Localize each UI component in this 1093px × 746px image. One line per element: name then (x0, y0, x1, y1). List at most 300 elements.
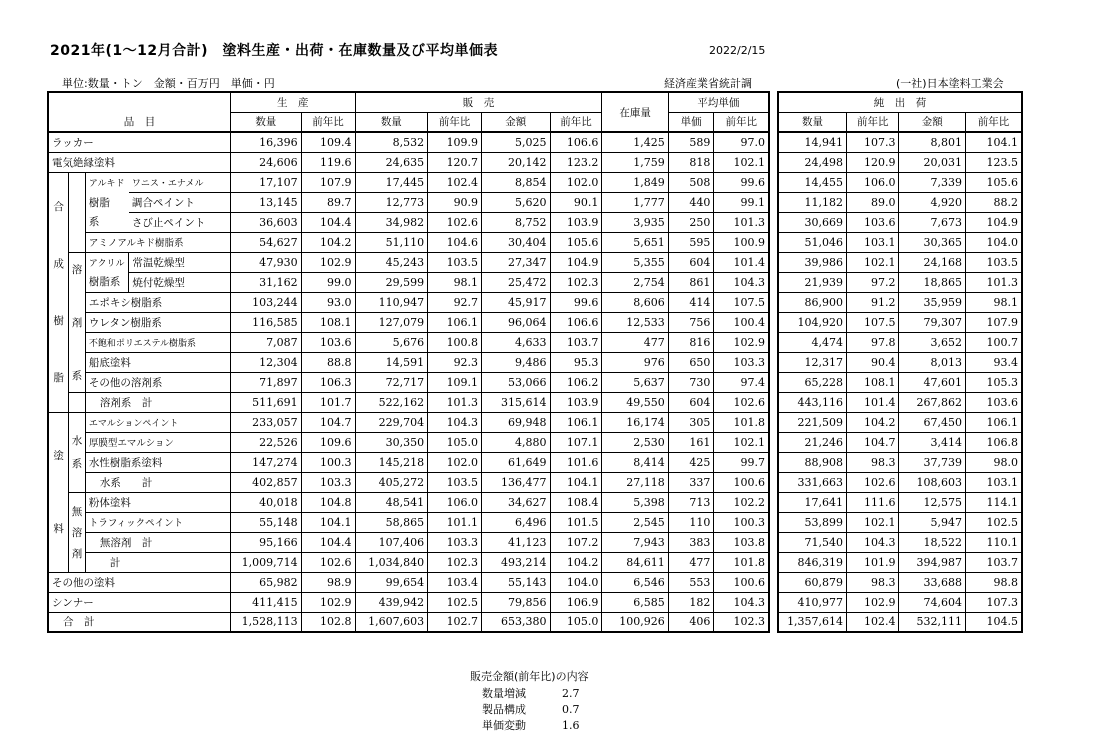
cell-amt-yoy: 106.1 (550, 412, 602, 432)
report-date: 2022/2/15 (709, 44, 766, 57)
cell-prod-yoy: 119.6 (301, 152, 355, 172)
blank-cell (69, 212, 86, 232)
cell-ex-amt: 267,862 (899, 392, 966, 412)
cell-ex-yoy: 102.9 (847, 592, 899, 612)
amt-yoy-header: 前年比 (550, 112, 602, 132)
cell-ex-amt: 47,601 (899, 372, 966, 392)
cell-sales-yoy: 105.0 (428, 432, 482, 452)
cell-sales-yoy: 101.3 (428, 392, 482, 412)
cell-ex-qty: 21,246 (778, 432, 847, 452)
row-label: その他の塗料 (48, 572, 231, 592)
cell-price-yoy: 99.7 (714, 452, 769, 472)
cell-inv: 2,754 (602, 272, 668, 292)
row-label: エマルションペイント (85, 412, 230, 432)
cell-price-yoy: 102.9 (714, 332, 769, 352)
cell-ex-amt-yoy: 103.6 (966, 392, 1023, 412)
group-char: 剤 (71, 316, 83, 329)
row-label: 調合ペイント (129, 192, 231, 212)
cell-inv: 12,533 (602, 312, 668, 332)
cell-sales-yoy: 102.3 (428, 552, 482, 572)
source-note: 経済産業省統計調 (664, 77, 752, 90)
cell-sales-yoy: 102.5 (428, 592, 482, 612)
export-row (778, 512, 1022, 532)
breakdown-row (482, 686, 612, 702)
cell-amt-yoy: 90.1 (550, 192, 602, 212)
cell-ex-yoy: 97.8 (847, 332, 899, 352)
cell-price-yoy: 101.8 (714, 552, 769, 572)
cell-ex-yoy: 89.0 (847, 192, 899, 212)
cell-sales-qty: 1,607,603 (355, 612, 428, 632)
cell-inv: 1,425 (602, 132, 668, 152)
cell-inv: 100,926 (602, 612, 668, 632)
export-row (778, 412, 1022, 432)
cell-prod-yoy: 100.3 (301, 452, 355, 472)
cell-ex-yoy: 106.0 (847, 172, 899, 192)
breakdown-value: 2.7 (562, 687, 580, 700)
cell-prod-qty: 411,415 (231, 592, 302, 612)
cell-ex-amt: 74,604 (899, 592, 966, 612)
cell-sales-yoy: 102.4 (428, 172, 482, 192)
group-water (69, 412, 86, 492)
cell-price: 414 (668, 292, 714, 312)
cell-amt-yoy: 105.6 (550, 232, 602, 252)
cell-sales-qty: 17,445 (355, 172, 428, 192)
cell-inv: 27,118 (602, 472, 668, 492)
cell-price: 508 (668, 172, 714, 192)
cell-sales-yoy: 120.7 (428, 152, 482, 172)
export-row (778, 532, 1022, 552)
cell-ex-amt-yoy: 104.0 (966, 232, 1023, 252)
ex-qty-header: 数量 (778, 112, 847, 132)
cell-price: 595 (668, 232, 714, 252)
cell-prod-qty: 17,107 (231, 172, 302, 192)
resin-label: 樹脂 (85, 192, 129, 212)
cell-ex-yoy: 98.3 (847, 452, 899, 472)
table-row (48, 232, 769, 252)
cell-sales-amt: 34,627 (482, 492, 550, 512)
cell-price-yoy: 102.3 (714, 612, 769, 632)
cell-sales-qty: 29,599 (355, 272, 428, 292)
cell-sales-amt: 96,064 (482, 312, 550, 332)
cell-ex-amt: 4,920 (899, 192, 966, 212)
cell-ex-qty: 60,879 (778, 572, 847, 592)
sales-amt-header: 金額 (482, 112, 550, 132)
cell-prod-yoy: 102.6 (301, 552, 355, 572)
cell-ex-amt-yoy: 102.5 (966, 512, 1023, 532)
cell-prod-yoy: 107.9 (301, 172, 355, 192)
cell-price-yoy: 103.3 (714, 352, 769, 372)
cell-sales-amt: 8,752 (482, 212, 550, 232)
cell-ex-amt-yoy: 103.5 (966, 252, 1023, 272)
table-row (48, 552, 769, 572)
cell-ex-yoy: 108.1 (847, 372, 899, 392)
table-row (48, 152, 769, 172)
blank-cell (69, 172, 86, 192)
cell-inv: 16,174 (602, 412, 668, 432)
cell-inv: 8,606 (602, 292, 668, 312)
cell-inv: 1,849 (602, 172, 668, 192)
page-title: 2021年(1～12月合計) 塗料生産・出荷・在庫数量及び平均単価表 (50, 43, 498, 59)
cell-amt-yoy: 102.0 (550, 172, 602, 192)
table-row (48, 592, 769, 612)
cell-sales-yoy: 98.1 (428, 272, 482, 292)
cell-sales-amt: 61,649 (482, 452, 550, 472)
cell-ex-qty: 443,116 (778, 392, 847, 412)
cell-sales-yoy: 106.0 (428, 492, 482, 512)
cell-sales-amt: 4,880 (482, 432, 550, 452)
cell-sales-amt: 20,142 (482, 152, 550, 172)
cell-prod-yoy: 93.0 (301, 292, 355, 312)
row-label: 溶剤系 計 (85, 392, 230, 412)
group-char: 溶 (71, 526, 83, 539)
cell-sales-yoy: 109.9 (428, 132, 482, 152)
cell-prod-yoy: 98.9 (301, 572, 355, 592)
main-table (47, 91, 770, 633)
export-row (778, 572, 1022, 592)
cell-sales-amt: 55,143 (482, 572, 550, 592)
cell-ex-amt-yoy: 104.5 (966, 612, 1023, 632)
export-header: 純 出 荷 (778, 92, 1022, 112)
cell-ex-amt-yoy: 98.0 (966, 452, 1023, 472)
table-row (48, 472, 769, 492)
cell-amt-yoy: 102.3 (550, 272, 602, 292)
unit-note: 単位:数量・トン 金額・百万円 単価・円 (62, 77, 275, 90)
cell-sales-amt: 30,404 (482, 232, 550, 252)
cell-sales-qty: 8,532 (355, 132, 428, 152)
cell-inv: 84,611 (602, 552, 668, 572)
cell-price: 713 (668, 492, 714, 512)
cell-sales-yoy: 102.6 (428, 212, 482, 232)
cell-ex-amt-yoy: 106.1 (966, 412, 1023, 432)
cell-price: 477 (668, 552, 714, 572)
cell-sales-yoy: 104.6 (428, 232, 482, 252)
row-label: 常温乾燥型 (129, 252, 231, 272)
cell-prod-qty: 1,528,113 (231, 612, 302, 632)
table-row (48, 332, 769, 352)
cell-ex-amt-yoy: 123.5 (966, 152, 1023, 172)
cell-ex-yoy: 101.4 (847, 392, 899, 412)
table-row (48, 532, 769, 552)
blank-cell (69, 192, 86, 212)
breakdown-value: 1.6 (562, 719, 580, 732)
cell-ex-amt-yoy: 98.8 (966, 572, 1023, 592)
cell-price-yoy: 102.6 (714, 392, 769, 412)
export-row (778, 432, 1022, 452)
row-label: 電気絶縁塗料 (48, 152, 231, 172)
table-row (48, 392, 769, 412)
cell-ex-yoy: 97.2 (847, 272, 899, 292)
cell-prod-qty: 54,627 (231, 232, 302, 252)
cell-ex-amt-yoy: 98.1 (966, 292, 1023, 312)
cell-price-yoy: 101.4 (714, 252, 769, 272)
table-row (48, 412, 769, 432)
export-row (778, 192, 1022, 212)
cell-sales-amt: 4,633 (482, 332, 550, 352)
cell-price-yoy: 100.3 (714, 512, 769, 532)
cell-ex-yoy: 101.9 (847, 552, 899, 572)
cell-price-yoy: 97.4 (714, 372, 769, 392)
cell-price: 604 (668, 392, 714, 412)
cell-price: 305 (668, 412, 714, 432)
cell-prod-qty: 1,009,714 (231, 552, 302, 572)
row-label: 船底塗料 (85, 352, 230, 372)
kei-label: 系 (85, 212, 129, 232)
cell-sales-qty: 522,162 (355, 392, 428, 412)
cell-prod-qty: 24,606 (231, 152, 302, 172)
cell-ex-qty: 410,977 (778, 592, 847, 612)
group-char: 水 (71, 435, 83, 447)
table-row (48, 192, 769, 212)
cell-prod-yoy: 104.4 (301, 212, 355, 232)
cell-ex-yoy: 102.4 (847, 612, 899, 632)
cell-ex-amt-yoy: 104.1 (966, 132, 1023, 152)
cell-prod-qty: 233,057 (231, 412, 302, 432)
cell-inv: 8,414 (602, 452, 668, 472)
export-row (778, 232, 1022, 252)
cell-inv: 2,545 (602, 512, 668, 532)
cell-prod-qty: 71,897 (231, 372, 302, 392)
cell-sales-yoy: 103.3 (428, 532, 482, 552)
prod-qty-header: 数量 (231, 112, 302, 132)
cell-price: 730 (668, 372, 714, 392)
cell-sales-qty: 12,773 (355, 192, 428, 212)
cell-sales-yoy: 106.1 (428, 312, 482, 332)
cell-sales-qty: 1,034,840 (355, 552, 428, 572)
cell-price-yoy: 101.8 (714, 412, 769, 432)
cell-sales-qty: 45,243 (355, 252, 428, 272)
cell-prod-yoy: 103.6 (301, 332, 355, 352)
row-label: 計 (85, 552, 230, 572)
cell-ex-amt-yoy: 107.9 (966, 312, 1023, 332)
row-label: ウレタン樹脂系 (85, 312, 230, 332)
row-label: 不飽和ポリエステル樹脂系 (85, 332, 230, 352)
cell-sales-amt: 53,066 (482, 372, 550, 392)
cell-ex-qty: 14,455 (778, 172, 847, 192)
cell-price: 604 (668, 252, 714, 272)
table-row (48, 352, 769, 372)
cell-ex-amt: 394,987 (899, 552, 966, 572)
row-label: ワニス・エナメル (129, 172, 231, 192)
cell-ex-amt: 30,365 (899, 232, 966, 252)
group-char: 剤 (71, 547, 83, 560)
cell-prod-qty: 31,162 (231, 272, 302, 292)
export-row (778, 312, 1022, 332)
cell-price-yoy: 104.3 (714, 592, 769, 612)
cell-prod-yoy: 88.8 (301, 352, 355, 372)
cell-prod-qty: 147,274 (231, 452, 302, 472)
export-row (778, 272, 1022, 292)
cell-sales-amt: 41,123 (482, 532, 550, 552)
cell-prod-yoy: 101.7 (301, 392, 355, 412)
breakdown-label: 単価変動 (482, 719, 526, 732)
cell-ex-amt: 8,801 (899, 132, 966, 152)
cell-ex-amt-yoy: 103.1 (966, 472, 1023, 492)
sales-header: 販 売 (355, 92, 602, 112)
cell-sales-yoy: 101.1 (428, 512, 482, 532)
cell-prod-yoy: 109.4 (301, 132, 355, 152)
cell-sales-yoy: 102.0 (428, 452, 482, 472)
table-row (48, 272, 769, 292)
cell-ex-amt-yoy: 110.1 (966, 532, 1023, 552)
ex-yoy-header: 前年比 (847, 112, 899, 132)
cell-amt-yoy: 107.2 (550, 532, 602, 552)
export-row (778, 332, 1022, 352)
association-name: (一社)日本塗料工業会 (896, 77, 1004, 90)
cell-amt-yoy: 106.6 (550, 132, 602, 152)
cell-ex-amt: 3,652 (899, 332, 966, 352)
cell-ex-amt-yoy: 114.1 (966, 492, 1023, 512)
sales-breakdown (470, 668, 612, 734)
cell-price-yoy: 102.1 (714, 432, 769, 452)
row-label: その他の溶剤系 (85, 372, 230, 392)
export-row (778, 392, 1022, 412)
table-row (48, 432, 769, 452)
cell-prod-qty: 40,018 (231, 492, 302, 512)
table-row (48, 132, 769, 152)
export-row (778, 212, 1022, 232)
cell-price: 756 (668, 312, 714, 332)
cell-amt-yoy: 95.3 (550, 352, 602, 372)
cell-ex-amt: 18,522 (899, 532, 966, 552)
cell-inv: 5,355 (602, 252, 668, 272)
cell-amt-yoy: 103.9 (550, 212, 602, 232)
cell-prod-yoy: 102.9 (301, 252, 355, 272)
cell-sales-yoy: 109.1 (428, 372, 482, 392)
cell-prod-yoy: 102.9 (301, 592, 355, 612)
export-row (778, 472, 1022, 492)
export-row (778, 352, 1022, 372)
cell-ex-yoy: 104.3 (847, 532, 899, 552)
cell-prod-qty: 47,930 (231, 252, 302, 272)
cell-ex-qty: 17,641 (778, 492, 847, 512)
cell-price: 553 (668, 572, 714, 592)
cell-sales-amt: 653,380 (482, 612, 550, 632)
row-label: 焼付乾燥型 (129, 272, 231, 292)
export-header-row-2 (778, 112, 1022, 132)
cell-sales-amt: 69,948 (482, 412, 550, 432)
cell-price: 425 (668, 452, 714, 472)
cell-sales-qty: 34,982 (355, 212, 428, 232)
cell-prod-qty: 65,982 (231, 572, 302, 592)
cell-inv: 5,637 (602, 372, 668, 392)
cell-amt-yoy: 101.5 (550, 512, 602, 532)
avg-price-header: 平均単価 (668, 92, 769, 112)
price-yoy-header: 前年比 (714, 112, 769, 132)
group-char: 塗 (53, 450, 64, 462)
cell-ex-amt: 79,307 (899, 312, 966, 332)
cell-ex-amt: 12,575 (899, 492, 966, 512)
table-row (48, 572, 769, 592)
cell-sales-yoy: 90.9 (428, 192, 482, 212)
cell-price: 182 (668, 592, 714, 612)
cell-prod-qty: 16,396 (231, 132, 302, 152)
cell-ex-amt-yoy: 103.7 (966, 552, 1023, 572)
blank-cell (69, 232, 86, 252)
export-header-row-1 (778, 92, 1022, 112)
row-label: 無溶剤 計 (85, 532, 230, 552)
cell-price: 250 (668, 212, 714, 232)
group-char: 樹 (53, 315, 64, 327)
cell-ex-qty: 86,900 (778, 292, 847, 312)
cell-prod-qty: 511,691 (231, 392, 302, 412)
cell-price: 861 (668, 272, 714, 292)
unit-price-header: 単価 (668, 112, 714, 132)
cell-ex-amt-yoy: 106.8 (966, 432, 1023, 452)
cell-ex-amt: 18,865 (899, 272, 966, 292)
cell-price: 440 (668, 192, 714, 212)
cell-sales-qty: 110,947 (355, 292, 428, 312)
cell-price: 406 (668, 612, 714, 632)
export-row (778, 252, 1022, 272)
cell-ex-amt: 24,168 (899, 252, 966, 272)
cell-amt-yoy: 105.0 (550, 612, 602, 632)
breakdown-label: 製品構成 (482, 703, 526, 716)
alkyd-label: アルキド (85, 172, 129, 192)
group-char: 系 (71, 369, 83, 382)
row-label: エポキシ樹脂系 (85, 292, 230, 312)
group-solvent (69, 252, 86, 392)
cell-ex-amt-yoy: 88.2 (966, 192, 1023, 212)
cell-sales-qty: 30,350 (355, 432, 428, 452)
cell-sales-yoy: 103.4 (428, 572, 482, 592)
cell-ex-yoy: 107.3 (847, 132, 899, 152)
cell-amt-yoy: 104.9 (550, 252, 602, 272)
group-synthetic-resin (48, 172, 69, 412)
row-label: 水系 計 (85, 472, 230, 492)
group-non-solvent (69, 492, 86, 572)
cell-prod-qty: 103,244 (231, 292, 302, 312)
cell-ex-amt: 20,031 (899, 152, 966, 172)
production-header: 生 産 (231, 92, 355, 112)
breakdown-row (482, 702, 612, 718)
cell-amt-yoy: 103.7 (550, 332, 602, 352)
cell-ex-amt-yoy: 93.4 (966, 352, 1023, 372)
cell-inv: 1,777 (602, 192, 668, 212)
cell-amt-yoy: 106.9 (550, 592, 602, 612)
cell-ex-yoy: 102.1 (847, 252, 899, 272)
cell-ex-amt-yoy: 100.7 (966, 332, 1023, 352)
cell-amt-yoy: 99.6 (550, 292, 602, 312)
cell-inv: 976 (602, 352, 668, 372)
group-non-solvent-text (72, 504, 82, 561)
cell-amt-yoy: 104.0 (550, 572, 602, 592)
cell-sales-amt: 315,614 (482, 392, 550, 412)
acryl-label: アクリル (85, 252, 129, 272)
export-row (778, 172, 1022, 192)
group-char: 脂 (53, 372, 64, 384)
export-row (778, 552, 1022, 572)
cell-price: 650 (668, 352, 714, 372)
row-label: シンナー (48, 592, 231, 612)
cell-price-yoy: 102.2 (714, 492, 769, 512)
breakdown-label: 数量増減 (482, 687, 526, 700)
cell-sales-qty: 99,654 (355, 572, 428, 592)
cell-ex-amt: 7,339 (899, 172, 966, 192)
cell-ex-qty: 51,046 (778, 232, 847, 252)
group-char: 無 (71, 505, 83, 518)
table-row (48, 452, 769, 472)
cell-ex-qty: 1,357,614 (778, 612, 847, 632)
row-label: トラフィックペイント (85, 512, 230, 532)
cell-sales-yoy: 103.5 (428, 252, 482, 272)
cell-ex-qty: 104,920 (778, 312, 847, 332)
cell-sales-yoy: 103.5 (428, 472, 482, 492)
breakdown-row (482, 718, 612, 734)
cell-sales-amt: 45,917 (482, 292, 550, 312)
cell-ex-qty: 21,939 (778, 272, 847, 292)
cell-ex-qty: 12,317 (778, 352, 847, 372)
cell-ex-yoy: 120.9 (847, 152, 899, 172)
